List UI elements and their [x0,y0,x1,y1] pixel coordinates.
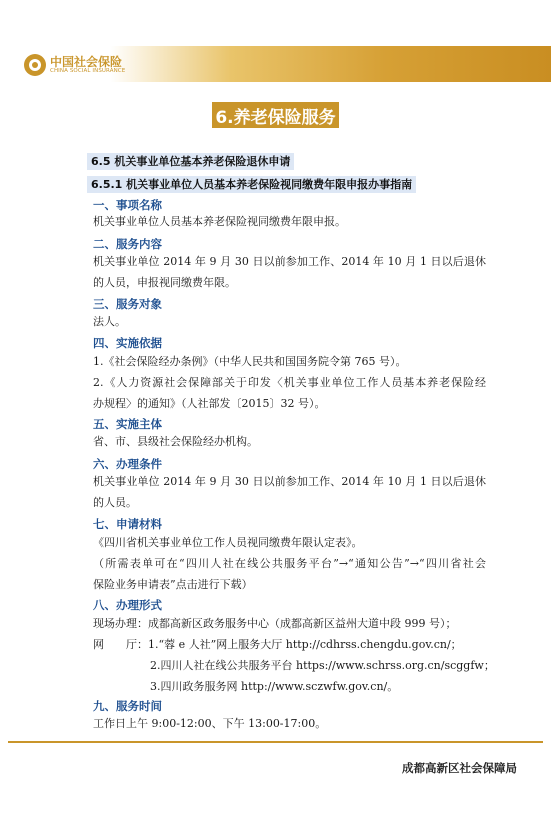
item-text-8d: 3.四川政务服务网 http://www.sczwfw.gov.cn/。 [150,680,399,693]
item-text-8b: 网 厅：1.“蓉 e 人社”网上服务大厅 http://cdhrss.chengdu.gov.cn/； [93,638,462,651]
item-heading-2: 二、服务内容 [93,237,162,251]
item-text-6a: 机关事业单位 2014 年 9 月 30 日以前参加工作、2014 年 10 月 1 日以后退休 [93,475,486,488]
logo-en-text: CHINA SOCIAL INSURANCE [50,67,126,74]
item-text-4c: 办规程〉的通知》（人社部发〔2015〕32 号）。 [93,397,326,410]
item-text-7a: 《四川省机关事业单位工作人员视同缴费年限认定表》。 [93,536,363,549]
item-text-2a: 机关事业单位 2014 年 9 月 30 日以前参加工作、2014 年 10 月 1 日以后退休 [93,255,486,268]
item-heading-9: 九、服务时间 [93,699,162,713]
item-heading-5: 五、实施主体 [93,417,162,431]
chapter-title: 6.养老保险服务 [212,102,339,128]
item-text-7c: 保险业务申请表”点击进行下载） [93,578,253,591]
item-heading-1: 一、事项名称 [93,198,162,212]
item-text-5: 省、市、县级社会保险经办机构。 [93,435,258,448]
item-text-7b: （所需表单可在“四川人社在线公共服务平台”→“通知公告”→“四川省社会 [93,557,486,570]
item-text-8c: 2.四川人社在线公共服务平台 https://www.schrss.org.cn/scggfw； [150,659,495,672]
item-heading-4: 四、实施依据 [93,336,162,350]
subsection-heading: 6.5.1 机关事业单位人员基本养老保险视同缴费年限申报办事指南 [87,176,416,193]
item-text-6b: 的人员。 [93,496,137,509]
section-heading: 6.5 机关事业单位基本养老保险退休申请 [87,153,294,170]
logo-emblem-icon [24,54,46,76]
logo-cn-text: 中国社会保险 [50,54,123,69]
footer-org: 成都高新区社会保障局 [402,761,517,775]
item-text-2b: 的人员，申报视同缴费年限。 [93,276,236,289]
logo [24,52,125,78]
footer-divider [8,741,543,743]
item-heading-3: 三、服务对象 [93,297,162,311]
item-heading-7: 七、申请材料 [93,517,162,531]
item-heading-6: 六、办理条件 [93,457,162,471]
item-text-8a: 现场办理：成都高新区政务服务中心（成都高新区益州大道中段 999 号）； [93,617,457,630]
item-text-1: 机关事业单位人员基本养老保险视同缴费年限申报。 [93,215,346,228]
item-text-4a: 1.《社会保险经办条例》（中华人民共和国国务院令第 765 号）。 [93,355,407,368]
item-text-3: 法人。 [93,315,126,328]
item-text-4b: 2.《人力资源社会保障部关于印发〈机关事业单位工作人员基本养老保险经 [93,376,486,389]
item-heading-8: 八、办理形式 [93,598,162,612]
item-text-9: 工作日上午 9:00-12:00、下午 13:00-17:00。 [93,717,327,730]
